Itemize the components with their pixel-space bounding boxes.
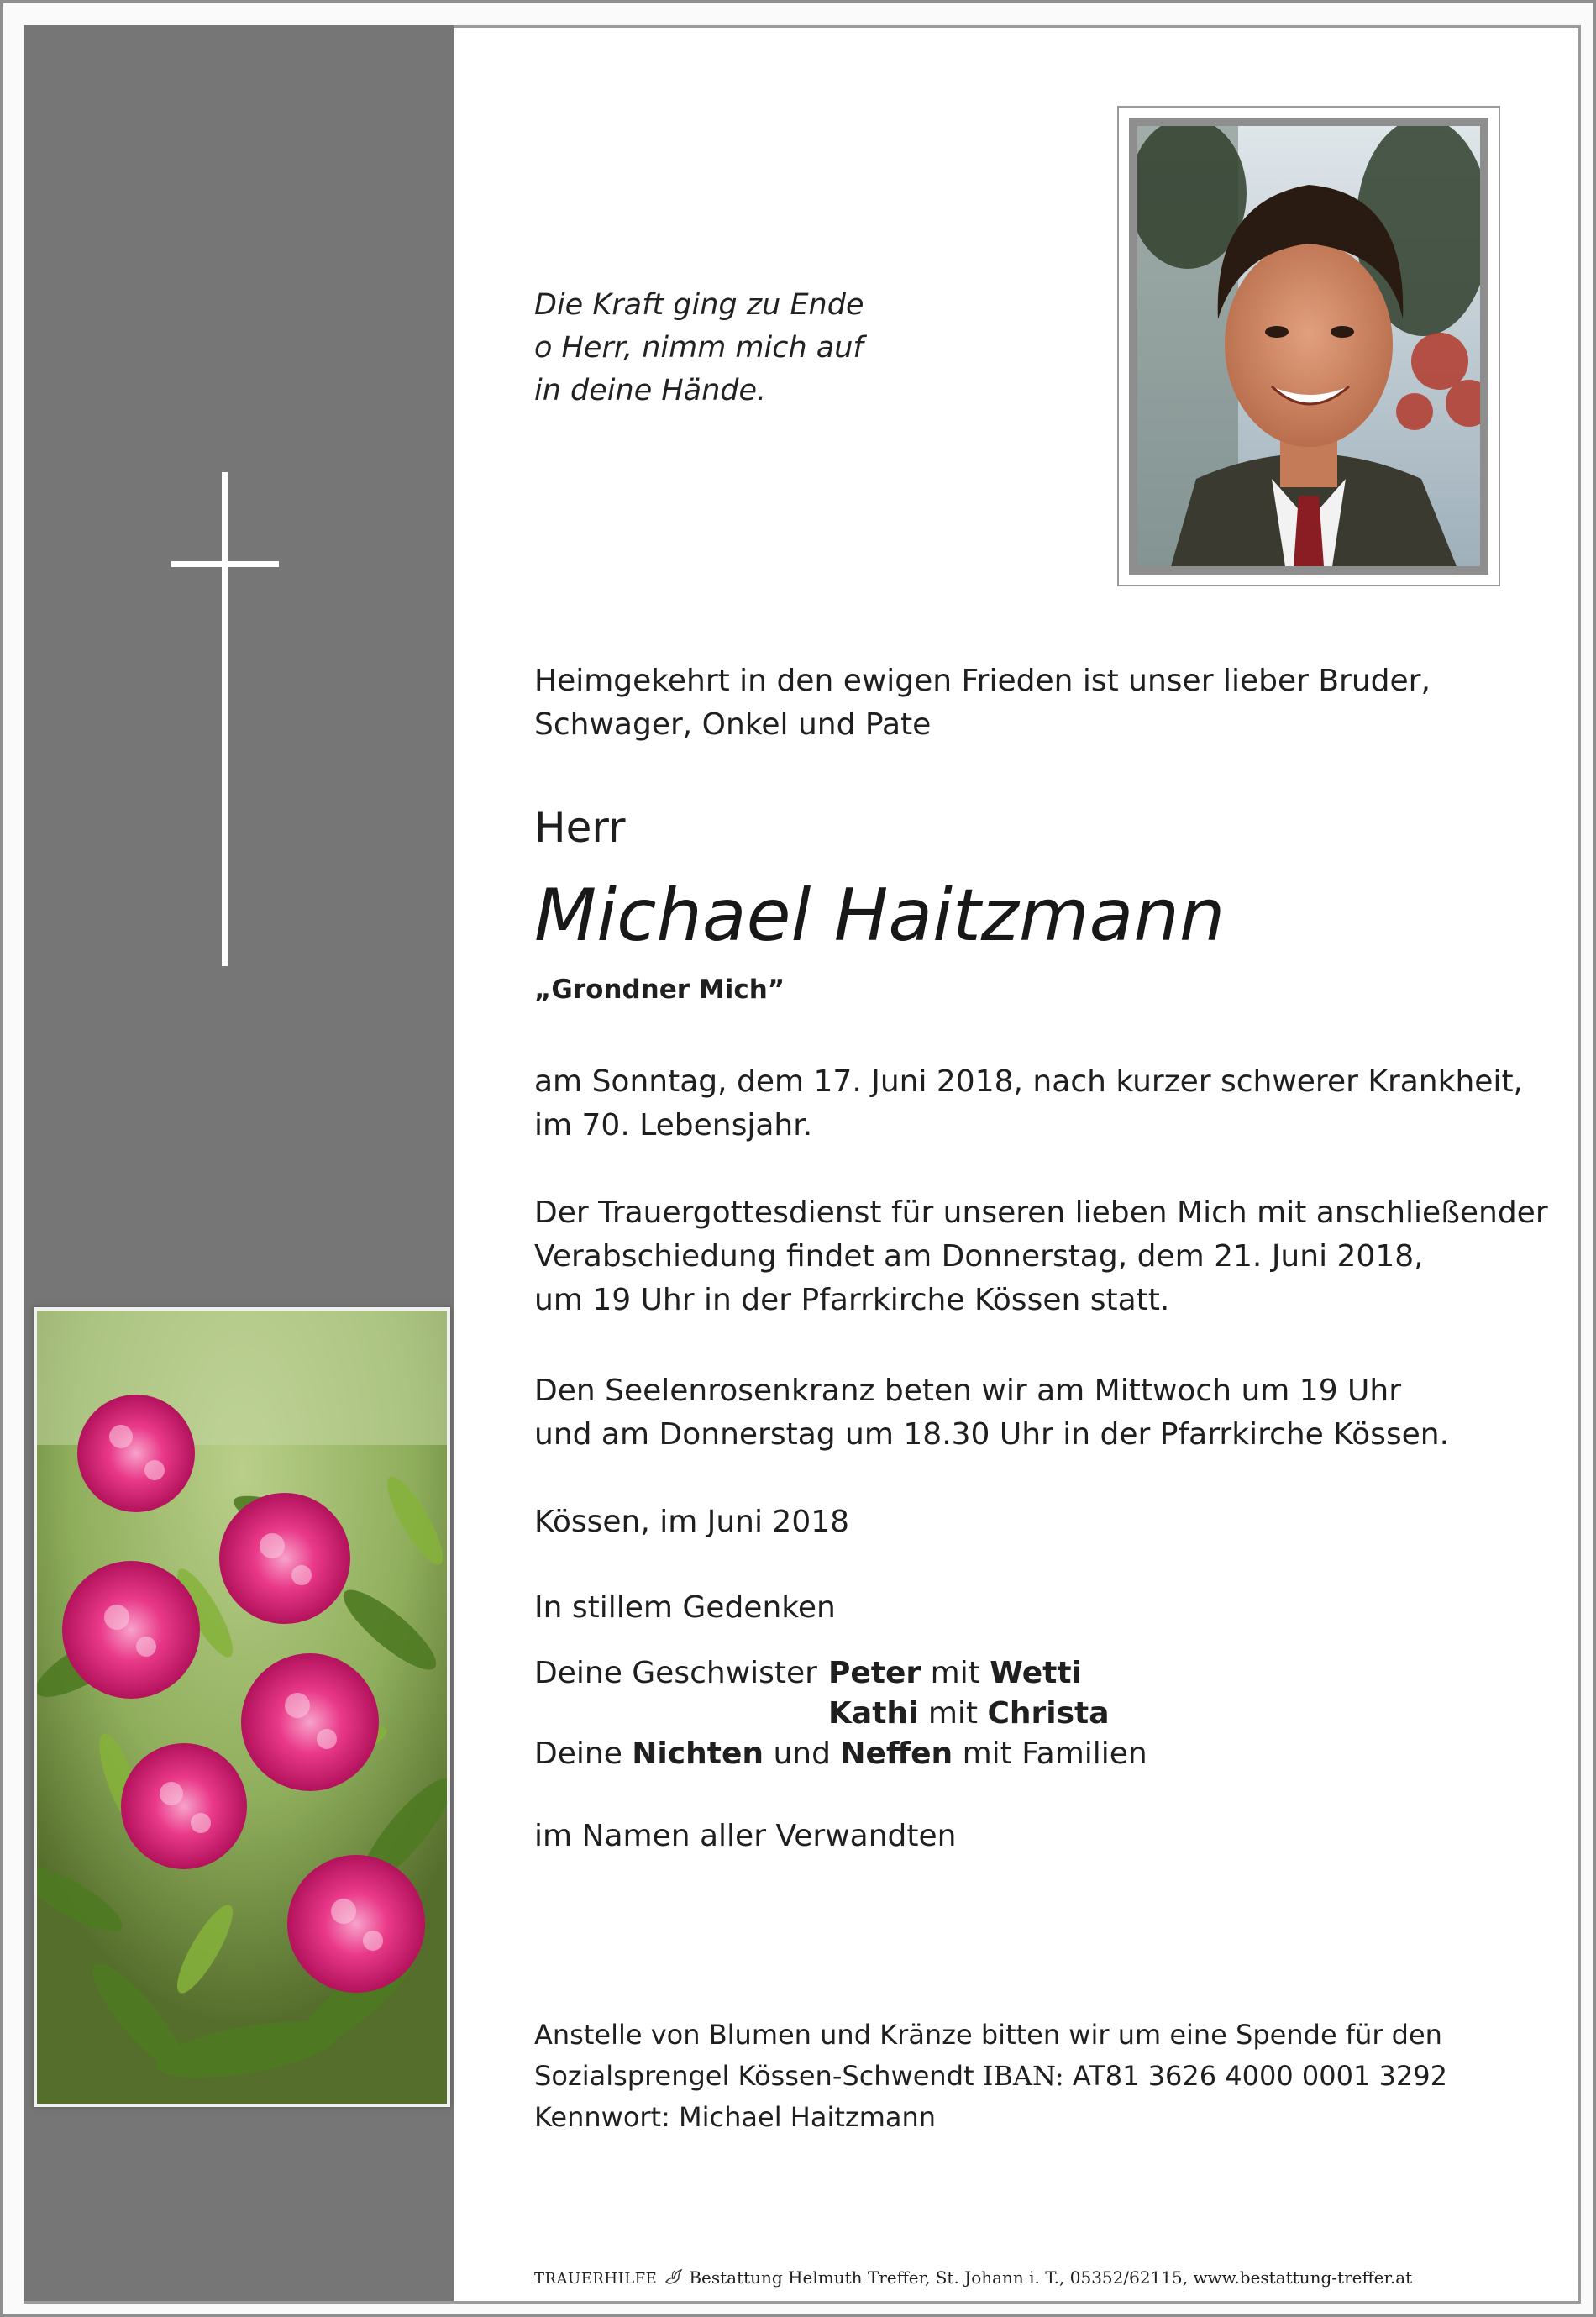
funeral-line-2: Verabschiedung findet am Donnerstag, dem 21. Juni 2018,: [534, 1239, 1424, 1274]
rosary-info: [534, 1369, 1449, 1457]
cross-icon-bar: [171, 561, 279, 567]
motto-line-2: o Herr, nimm mich auf: [534, 331, 864, 365]
funeral-line-3: um 19 Uhr in der Pfarrkirche Kössen statt.: [534, 1283, 1170, 1317]
rosary-line-1: Den Seelenrosenkranz beten wir am Mittwoch um 19 Uhr: [534, 1374, 1402, 1408]
death-notice-line-1: am Sonntag, dem 17. Juni 2018, nach kurzer schwerer Krankheit,: [534, 1064, 1523, 1099]
death-notice-line-2: im 70. Lebensjahr.: [534, 1108, 813, 1143]
donation-line-3: Kennwort: Michael Haitzmann: [534, 2101, 937, 2133]
rosary-line-2: und am Donnerstag um 18.30 Uhr in der Pfarrkirche Kössen.: [534, 1417, 1450, 1452]
intro-text: [534, 659, 1431, 747]
deceased-nickname: „Grondner Mich”: [534, 975, 785, 1005]
nephews: Neffen: [840, 1736, 953, 1771]
footer-text: Bestattung Helmuth Treffer, St. Johann i. T., 05352/62115, www.bestattung-treffer.at: [689, 2267, 1413, 2288]
nieces: Nichten: [632, 1736, 764, 1771]
deceased-name: Michael Haitzmann: [534, 874, 1226, 958]
motto-line-1: Die Kraft ging zu Ende: [534, 288, 864, 322]
remembrance-line: In stillem Gedenken: [534, 1590, 836, 1625]
iban-value: AT81 3626 4000 0001 3292: [1072, 2060, 1447, 2092]
motto-line-3: in deine Hände.: [534, 374, 767, 407]
sibling-2: Kathi mit Christa: [828, 1696, 1110, 1731]
funeral-info: [534, 1191, 1548, 1322]
donation-note: [534, 2015, 1447, 2138]
intro-line-2: Schwager, Onkel und Pate: [534, 707, 932, 742]
intro-line-1: Heimgekehrt in den ewigen Frieden ist unser lieber Bruder,: [534, 664, 1431, 698]
motto-verse: [534, 284, 864, 412]
portrait-photo: [1137, 126, 1480, 566]
mourners-list: [534, 1653, 1147, 1774]
siblings-label: Deine Geschwister: [534, 1656, 817, 1690]
footer-credit: [534, 2267, 1412, 2288]
dove-icon: [664, 2268, 684, 2287]
on-behalf-line: im Namen aller Verwandten: [534, 1819, 957, 1853]
donation-line-2: Sozialsprengel Kössen-Schwendt IBAN: AT81 3626 4000 0001 3292: [534, 2060, 1447, 2092]
portrait-frame: [1117, 106, 1500, 586]
iban-label: IBAN:: [982, 2060, 1064, 2092]
mourners-row-1: [534, 1653, 1147, 1694]
death-notice: [534, 1060, 1523, 1148]
alpine-rose-image: [34, 1307, 450, 2107]
sibling-1: Peter mit Wetti: [828, 1656, 1082, 1690]
place-date: Kössen, im Juni 2018: [534, 1505, 850, 1539]
mourners-row-3: Deine Nichten und Neffen mit Familien: [534, 1736, 1147, 1771]
honorific: Herr: [534, 803, 626, 852]
cross-icon: [222, 472, 228, 966]
funeral-line-1: Der Trauergottesdienst für unseren lieben Mich mit anschließender: [534, 1195, 1548, 1230]
mourners-row-2: [534, 1694, 1147, 1734]
donation-line-1: Anstelle von Blumen und Kränze bitten wir um eine Spende für den: [534, 2019, 1442, 2051]
footer-brand: TRAUERHILFE: [534, 2270, 658, 2288]
